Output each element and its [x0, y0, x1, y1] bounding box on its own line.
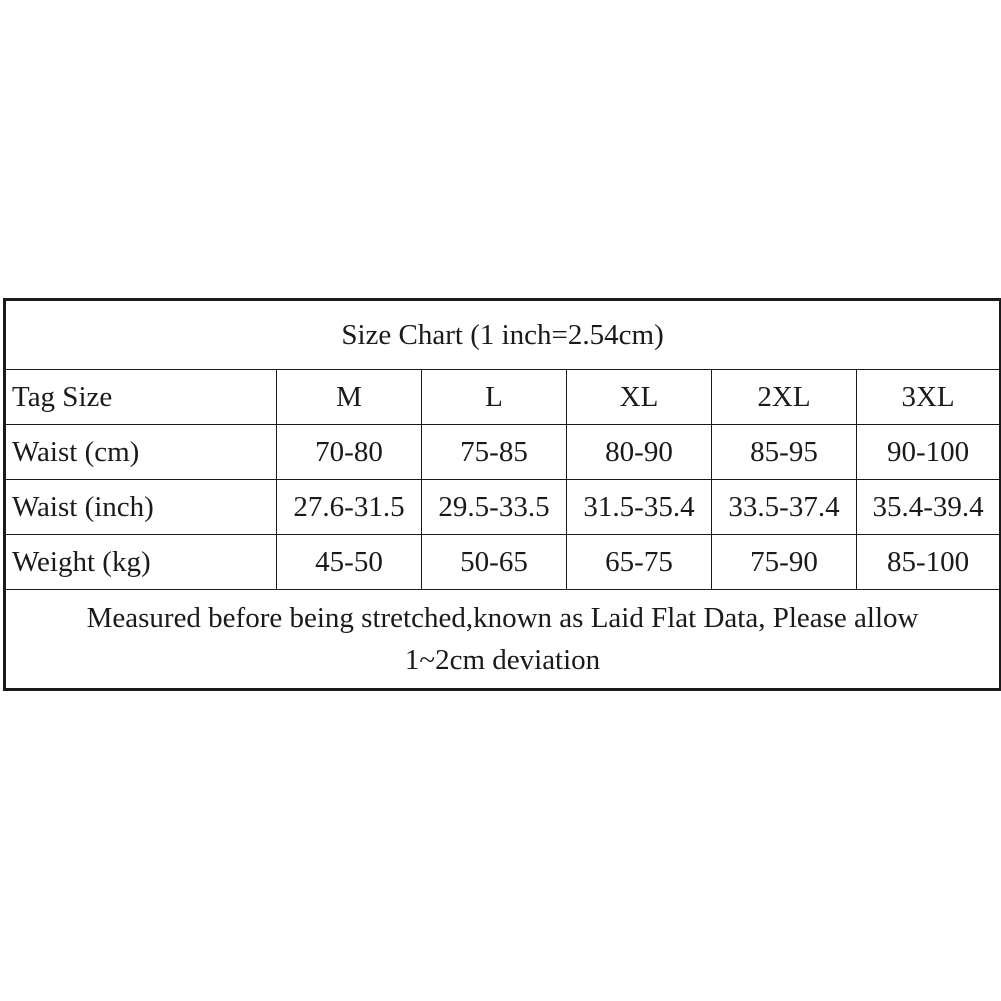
note-line-2: 1~2cm deviation	[404, 644, 601, 676]
title-row	[5, 300, 1001, 370]
table-row-weight-kg	[5, 535, 1001, 590]
size-header-cell: 3XL	[857, 370, 1001, 425]
header-row	[5, 370, 1001, 425]
note-line-1: Measured before being stretched,known as Laid Flat Data, Please allow	[86, 602, 919, 634]
size-header-cell: 2XL	[712, 370, 857, 425]
table-title: Size Chart (1 inch=2.54cm)	[5, 300, 1001, 370]
table-cell: 27.6-31.5	[277, 480, 422, 535]
table-row-waist-cm	[5, 425, 1001, 480]
table-cell: 75-90	[712, 535, 857, 590]
note-row	[5, 590, 1001, 690]
table-cell: 80-90	[567, 425, 712, 480]
table-cell: 45-50	[277, 535, 422, 590]
row-label: Waist (cm)	[5, 425, 277, 480]
table-cell: 85-100	[857, 535, 1001, 590]
table-cell: 50-65	[422, 535, 567, 590]
table-cell: 29.5-33.5	[422, 480, 567, 535]
table-cell: 85-95	[712, 425, 857, 480]
table-cell: 35.4-39.4	[857, 480, 1001, 535]
table-cell: 31.5-35.4	[567, 480, 712, 535]
tag-size-label: Tag Size	[5, 370, 277, 425]
table-cell: 65-75	[567, 535, 712, 590]
size-chart-table	[3, 298, 1001, 691]
size-header-cell: M	[277, 370, 422, 425]
size-header-cell: L	[422, 370, 567, 425]
table-cell: 33.5-37.4	[712, 480, 857, 535]
row-label: Waist (inch)	[5, 480, 277, 535]
table-cell: 90-100	[857, 425, 1001, 480]
table-row-waist-inch	[5, 480, 1001, 535]
row-label: Weight (kg)	[5, 535, 277, 590]
size-header-cell: XL	[567, 370, 712, 425]
table-cell: 70-80	[277, 425, 422, 480]
measurement-note	[5, 590, 1001, 690]
table-cell: 75-85	[422, 425, 567, 480]
